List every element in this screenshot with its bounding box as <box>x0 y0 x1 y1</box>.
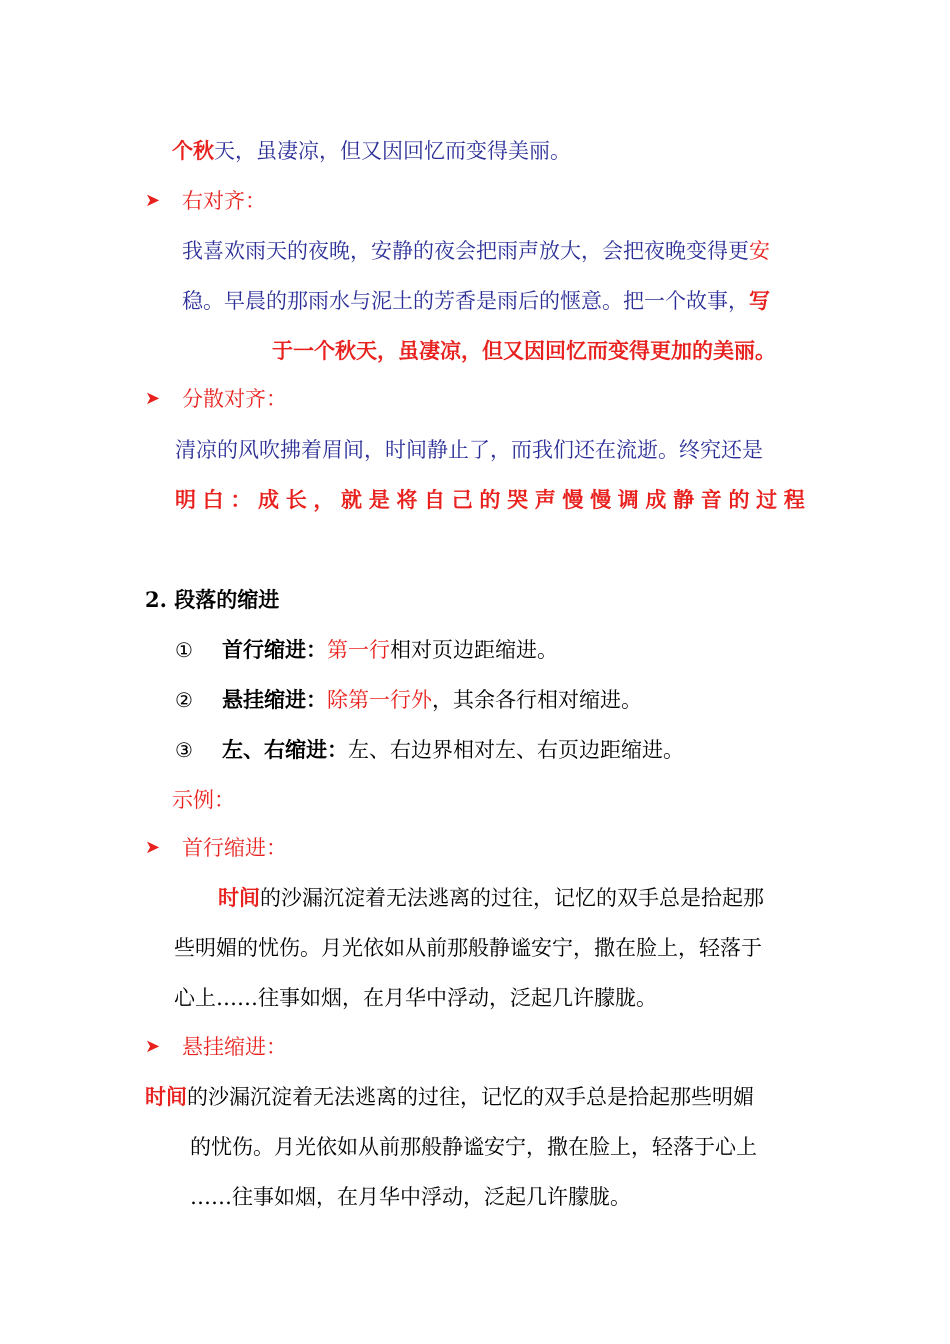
red-emphasis: 时间 <box>218 885 260 910</box>
distributed-char: 慢 <box>562 487 584 512</box>
right-align-line-3: 于一个秋天，虽凄凉，但又因回忆而变得更加的美丽。 <box>272 338 776 363</box>
right-align-tail-line <box>172 136 571 166</box>
hanging-indent-line-1 <box>145 1082 754 1112</box>
item-rest: 左、右边界相对左、右页边距缩进。 <box>348 738 684 762</box>
indent-item-2 <box>222 685 642 715</box>
right-align-line-2-text: 稳。早晨的那雨水与泥土的芳香是雨后的惬意。把一个故事， <box>182 289 749 313</box>
circled-number-2: ② <box>175 688 193 712</box>
item-term: 悬挂缩进： <box>222 687 327 712</box>
circled-number-3: ③ <box>175 738 193 762</box>
first-indent-line-1 <box>218 883 764 913</box>
arrow-bullet-icon: ➤ <box>145 388 161 409</box>
arrow-bullet-icon: ➤ <box>145 1036 161 1057</box>
distributed-char: 过 <box>756 487 778 512</box>
distributed-char: 的 <box>728 487 750 512</box>
distributed-char: 的 <box>479 487 501 512</box>
hanging-indent-line-1-text: 的沙漏沉淀着无法逃离的过往，记忆的双手总是拾起那些明媚 <box>187 1085 754 1109</box>
distributed-heading: 分散对齐： <box>182 387 287 411</box>
indent-item-1 <box>222 635 558 665</box>
first-line-indent-heading: 首行缩进： <box>182 836 287 860</box>
distributed-line-2 <box>175 485 805 515</box>
first-indent-line-2: 些明媚的忧伤。月光依如从前那般静谧安宁，撒在脸上，轻落于 <box>174 936 762 960</box>
first-indent-line-3: 心上……往事如烟，在月华中浮动，泛起几许朦胧。 <box>174 986 657 1010</box>
arrow-bullet-icon: ➤ <box>145 190 161 211</box>
right-align-line-2 <box>182 286 770 316</box>
distributed-line-1: 清凉的风吹拂着眉间，时间静止了，而我们还在流逝。终究还是 <box>175 438 763 462</box>
distributed-char: 是 <box>368 487 390 512</box>
distributed-char: 慢 <box>590 487 612 512</box>
example-label: 示例： <box>172 788 235 812</box>
distributed-char: 成 <box>645 487 667 512</box>
distributed-char: 己 <box>451 487 473 512</box>
right-align-line-1-text: 我喜欢雨天的夜晚，安静的夜会把雨声放大，会把夜晚变得更 <box>182 239 749 263</box>
item-red: 第一行 <box>327 638 390 662</box>
distributed-char: 程 <box>783 487 805 512</box>
right-align-line-1-red: 安 <box>749 239 770 263</box>
item-term: 左、右缩进： <box>222 737 348 762</box>
first-indent-line-1-text: 的沙漏沉淀着无法逃离的过往，记忆的双手总是拾起那 <box>260 886 764 910</box>
distributed-char: ， <box>313 487 335 512</box>
hanging-indent-line-3: ……往事如烟，在月华中浮动，泛起几许朦胧。 <box>190 1185 631 1209</box>
distributed-char: 音 <box>700 487 722 512</box>
item-rest: 相对页边距缩进。 <box>390 638 558 662</box>
distributed-char: 自 <box>424 487 446 512</box>
arrow-bullet-icon: ➤ <box>145 837 161 858</box>
distributed-char: 调 <box>617 487 639 512</box>
distributed-char: 明 <box>175 487 196 512</box>
circled-number-1: ① <box>175 638 193 662</box>
tail-text: 天，虽凄凉，但又因回忆而变得美丽。 <box>214 139 571 163</box>
distributed-char: ： <box>230 487 252 512</box>
section-title: 2. 段落的缩进 <box>145 587 280 612</box>
red-emphasis: 时间 <box>145 1084 187 1109</box>
distributed-char: 就 <box>341 487 363 512</box>
hanging-indent-heading: 悬挂缩进： <box>182 1035 287 1059</box>
distributed-char: 静 <box>673 487 695 512</box>
distributed-char: 哭 <box>507 487 529 512</box>
distributed-char: 声 <box>534 487 556 512</box>
distributed-char: 将 <box>396 487 418 512</box>
right-align-line-2-red: 写 <box>749 288 770 313</box>
item-rest: ，其余各行相对缩进。 <box>432 688 642 712</box>
right-align-line-1 <box>182 236 770 266</box>
distributed-char: 长 <box>285 487 307 512</box>
item-red: 除第一行外 <box>327 688 432 712</box>
hanging-indent-line-2: 的忧伤。月光依如从前那般静谧安宁，撒在脸上，轻落于心上 <box>190 1135 757 1159</box>
red-emphasis: 个秋 <box>172 138 214 163</box>
right-align-heading: 右对齐： <box>182 189 266 213</box>
distributed-char: 成 <box>258 487 280 512</box>
indent-item-3 <box>222 735 684 765</box>
distributed-char: 白 <box>202 487 224 512</box>
item-term: 首行缩进： <box>222 637 327 662</box>
